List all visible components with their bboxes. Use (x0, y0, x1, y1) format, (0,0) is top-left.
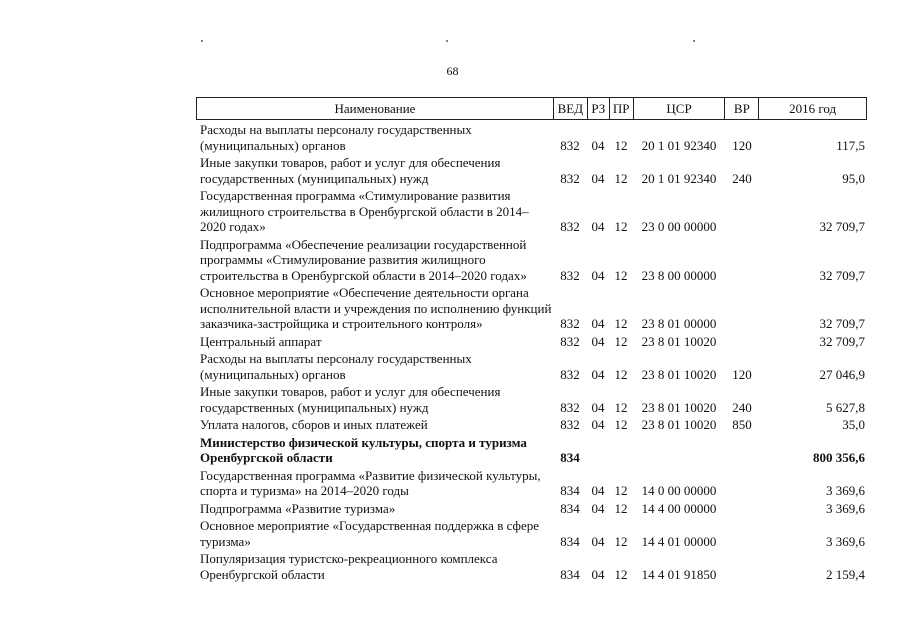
header-rz: РЗ (587, 98, 609, 119)
row-sum: 5 627,8 (826, 399, 865, 415)
row-vr: 120 (732, 366, 752, 382)
row-name: Популяризация туристско-рекреационного комплекса Оренбургской области (200, 551, 498, 582)
row-sum: 32 709,7 (819, 267, 865, 283)
row-ved: 834 (560, 450, 580, 465)
row-csr: 20 1 01 92340 (641, 137, 717, 153)
row-sum: 3 369,6 (826, 500, 865, 516)
row-sum: 3 369,6 (826, 533, 865, 549)
row-pr: 12 (614, 137, 628, 153)
row-rz: 04 (591, 333, 605, 349)
row-csr: 23 8 01 10020 (641, 366, 717, 382)
header-pr: ПР (609, 98, 633, 119)
row-ved: 834 (560, 500, 580, 516)
row-sum: 32 709,7 (819, 219, 865, 234)
header-ved: ВЕД (553, 98, 587, 119)
row-csr: 23 8 01 00000 (641, 316, 717, 331)
row-csr: 23 0 00 00000 (641, 219, 717, 234)
table-row (196, 468, 867, 499)
table-row (196, 501, 867, 517)
row-pr: 12 (614, 399, 628, 415)
table-row (196, 518, 867, 549)
row-rz: 04 (591, 219, 605, 234)
table-row (196, 237, 867, 284)
row-pr: 12 (614, 170, 628, 186)
row-ved: 832 (560, 137, 580, 153)
table-row (196, 551, 867, 582)
row-csr: 23 8 00 00000 (641, 267, 717, 283)
row-rz: 04 (591, 483, 605, 498)
row-rz: 04 (591, 366, 605, 382)
row-name: Центральный аппарат (200, 333, 322, 349)
scan-speck (201, 40, 203, 42)
table-row (196, 285, 867, 332)
row-csr: 14 4 01 91850 (641, 566, 717, 582)
row-ved: 832 (560, 399, 580, 415)
row-sum: 800 356,6 (813, 450, 865, 465)
row-sum: 27 046,9 (819, 366, 865, 382)
row-rz: 04 (591, 417, 605, 432)
row-name: Министерство физической культуры, спорта и туризма Оренбургской области (200, 434, 527, 465)
table-header (196, 97, 867, 120)
row-ved: 832 (560, 417, 580, 432)
row-pr: 12 (614, 500, 628, 516)
row-ved: 834 (560, 533, 580, 549)
row-rz: 04 (591, 533, 605, 549)
page-number: 68 (446, 64, 459, 78)
row-sum: 2 159,4 (826, 566, 865, 582)
row-pr: 12 (614, 316, 628, 331)
table-row (196, 351, 867, 382)
table-row (196, 435, 867, 466)
row-name: Подпрограмма «Обеспечение реализации государственной программы «Стимулирование развития жилищного строительства в Оренбургской области в 2014–2020 годах» (200, 236, 527, 283)
header-year: 2016 год (758, 98, 866, 119)
row-rz: 04 (591, 399, 605, 415)
row-vr: 850 (732, 417, 752, 432)
row-ved: 832 (560, 219, 580, 234)
row-sum: 32 709,7 (819, 333, 865, 349)
row-vr: 240 (732, 399, 752, 415)
row-csr: 23 8 01 10020 (641, 333, 717, 349)
row-name: Расходы на выплаты персоналу государственных (муниципальных) органов (200, 122, 472, 153)
table-row (196, 188, 867, 235)
row-name: Основное мероприятие «Обеспечение деятельности органа исполнительной власти и учреждения по исполнению функций заказчика-застройщика и строительного контроля» (200, 285, 552, 331)
row-csr: 14 0 00 00000 (641, 483, 717, 498)
row-csr: 23 8 01 10020 (641, 399, 717, 415)
row-pr: 12 (614, 366, 628, 382)
row-pr: 12 (614, 417, 628, 432)
row-name: Расходы на выплаты персоналу государственных (муниципальных) органов (200, 351, 472, 382)
row-name: Иные закупки товаров, работ и услуг для обеспечения государственных (муниципальных) нужд (200, 155, 501, 186)
row-pr: 12 (614, 333, 628, 349)
scan-speck (446, 40, 448, 42)
row-name: Подпрограмма «Развитие туризма» (200, 500, 396, 516)
row-pr: 12 (614, 267, 628, 283)
scan-speck (693, 40, 695, 42)
table-body (196, 122, 867, 582)
row-csr: 20 1 01 92340 (641, 170, 717, 186)
row-pr: 12 (614, 219, 628, 234)
row-sum: 3 369,6 (826, 483, 865, 498)
row-pr: 12 (614, 533, 628, 549)
row-ved: 832 (560, 170, 580, 186)
row-sum: 117,5 (836, 137, 865, 153)
budget-table (196, 97, 867, 582)
row-rz: 04 (591, 170, 605, 186)
table-row (196, 122, 867, 153)
row-name: Уплата налогов, сборов и иных платежей (200, 417, 428, 432)
row-vr: 240 (732, 170, 752, 186)
row-name: Иные закупки товаров, работ и услуг для обеспечения государственных (муниципальных) нужд (200, 384, 501, 415)
row-name: Основное мероприятие «Государственная поддержка в сфере туризма» (200, 518, 539, 549)
row-vr: 120 (732, 137, 752, 153)
header-vr: ВР (724, 98, 758, 119)
row-ved: 834 (560, 566, 580, 582)
row-rz: 04 (591, 316, 605, 331)
row-csr: 14 4 01 00000 (641, 533, 717, 549)
row-ved: 832 (560, 316, 580, 331)
header-name: Наименование (334, 101, 416, 116)
table-row (196, 155, 867, 186)
row-ved: 832 (560, 267, 580, 283)
row-rz: 04 (591, 566, 605, 582)
row-pr: 12 (614, 483, 628, 498)
row-ved: 834 (560, 483, 580, 498)
row-pr: 12 (614, 566, 628, 582)
row-csr: 23 8 01 10020 (641, 417, 717, 432)
row-rz: 04 (591, 500, 605, 516)
row-sum: 35,0 (842, 417, 865, 432)
table-row (196, 417, 867, 433)
row-sum: 32 709,7 (819, 316, 865, 331)
row-name: Государственная программа «Развитие физической культуры, спорта и туризма» на 2014–2020 годы (200, 467, 541, 498)
header-csr: ЦСР (633, 98, 725, 119)
table-row (196, 384, 867, 415)
row-name: Государственная программа «Стимулирование развития жилищного строительства в Оренбургской области в 2014– 2020 годах» (200, 188, 529, 234)
row-ved: 832 (560, 333, 580, 349)
row-sum: 95,0 (842, 170, 865, 186)
row-rz: 04 (591, 137, 605, 153)
table-row (196, 334, 867, 350)
row-ved: 832 (560, 366, 580, 382)
row-csr: 14 4 00 00000 (641, 500, 717, 516)
row-rz: 04 (591, 267, 605, 283)
